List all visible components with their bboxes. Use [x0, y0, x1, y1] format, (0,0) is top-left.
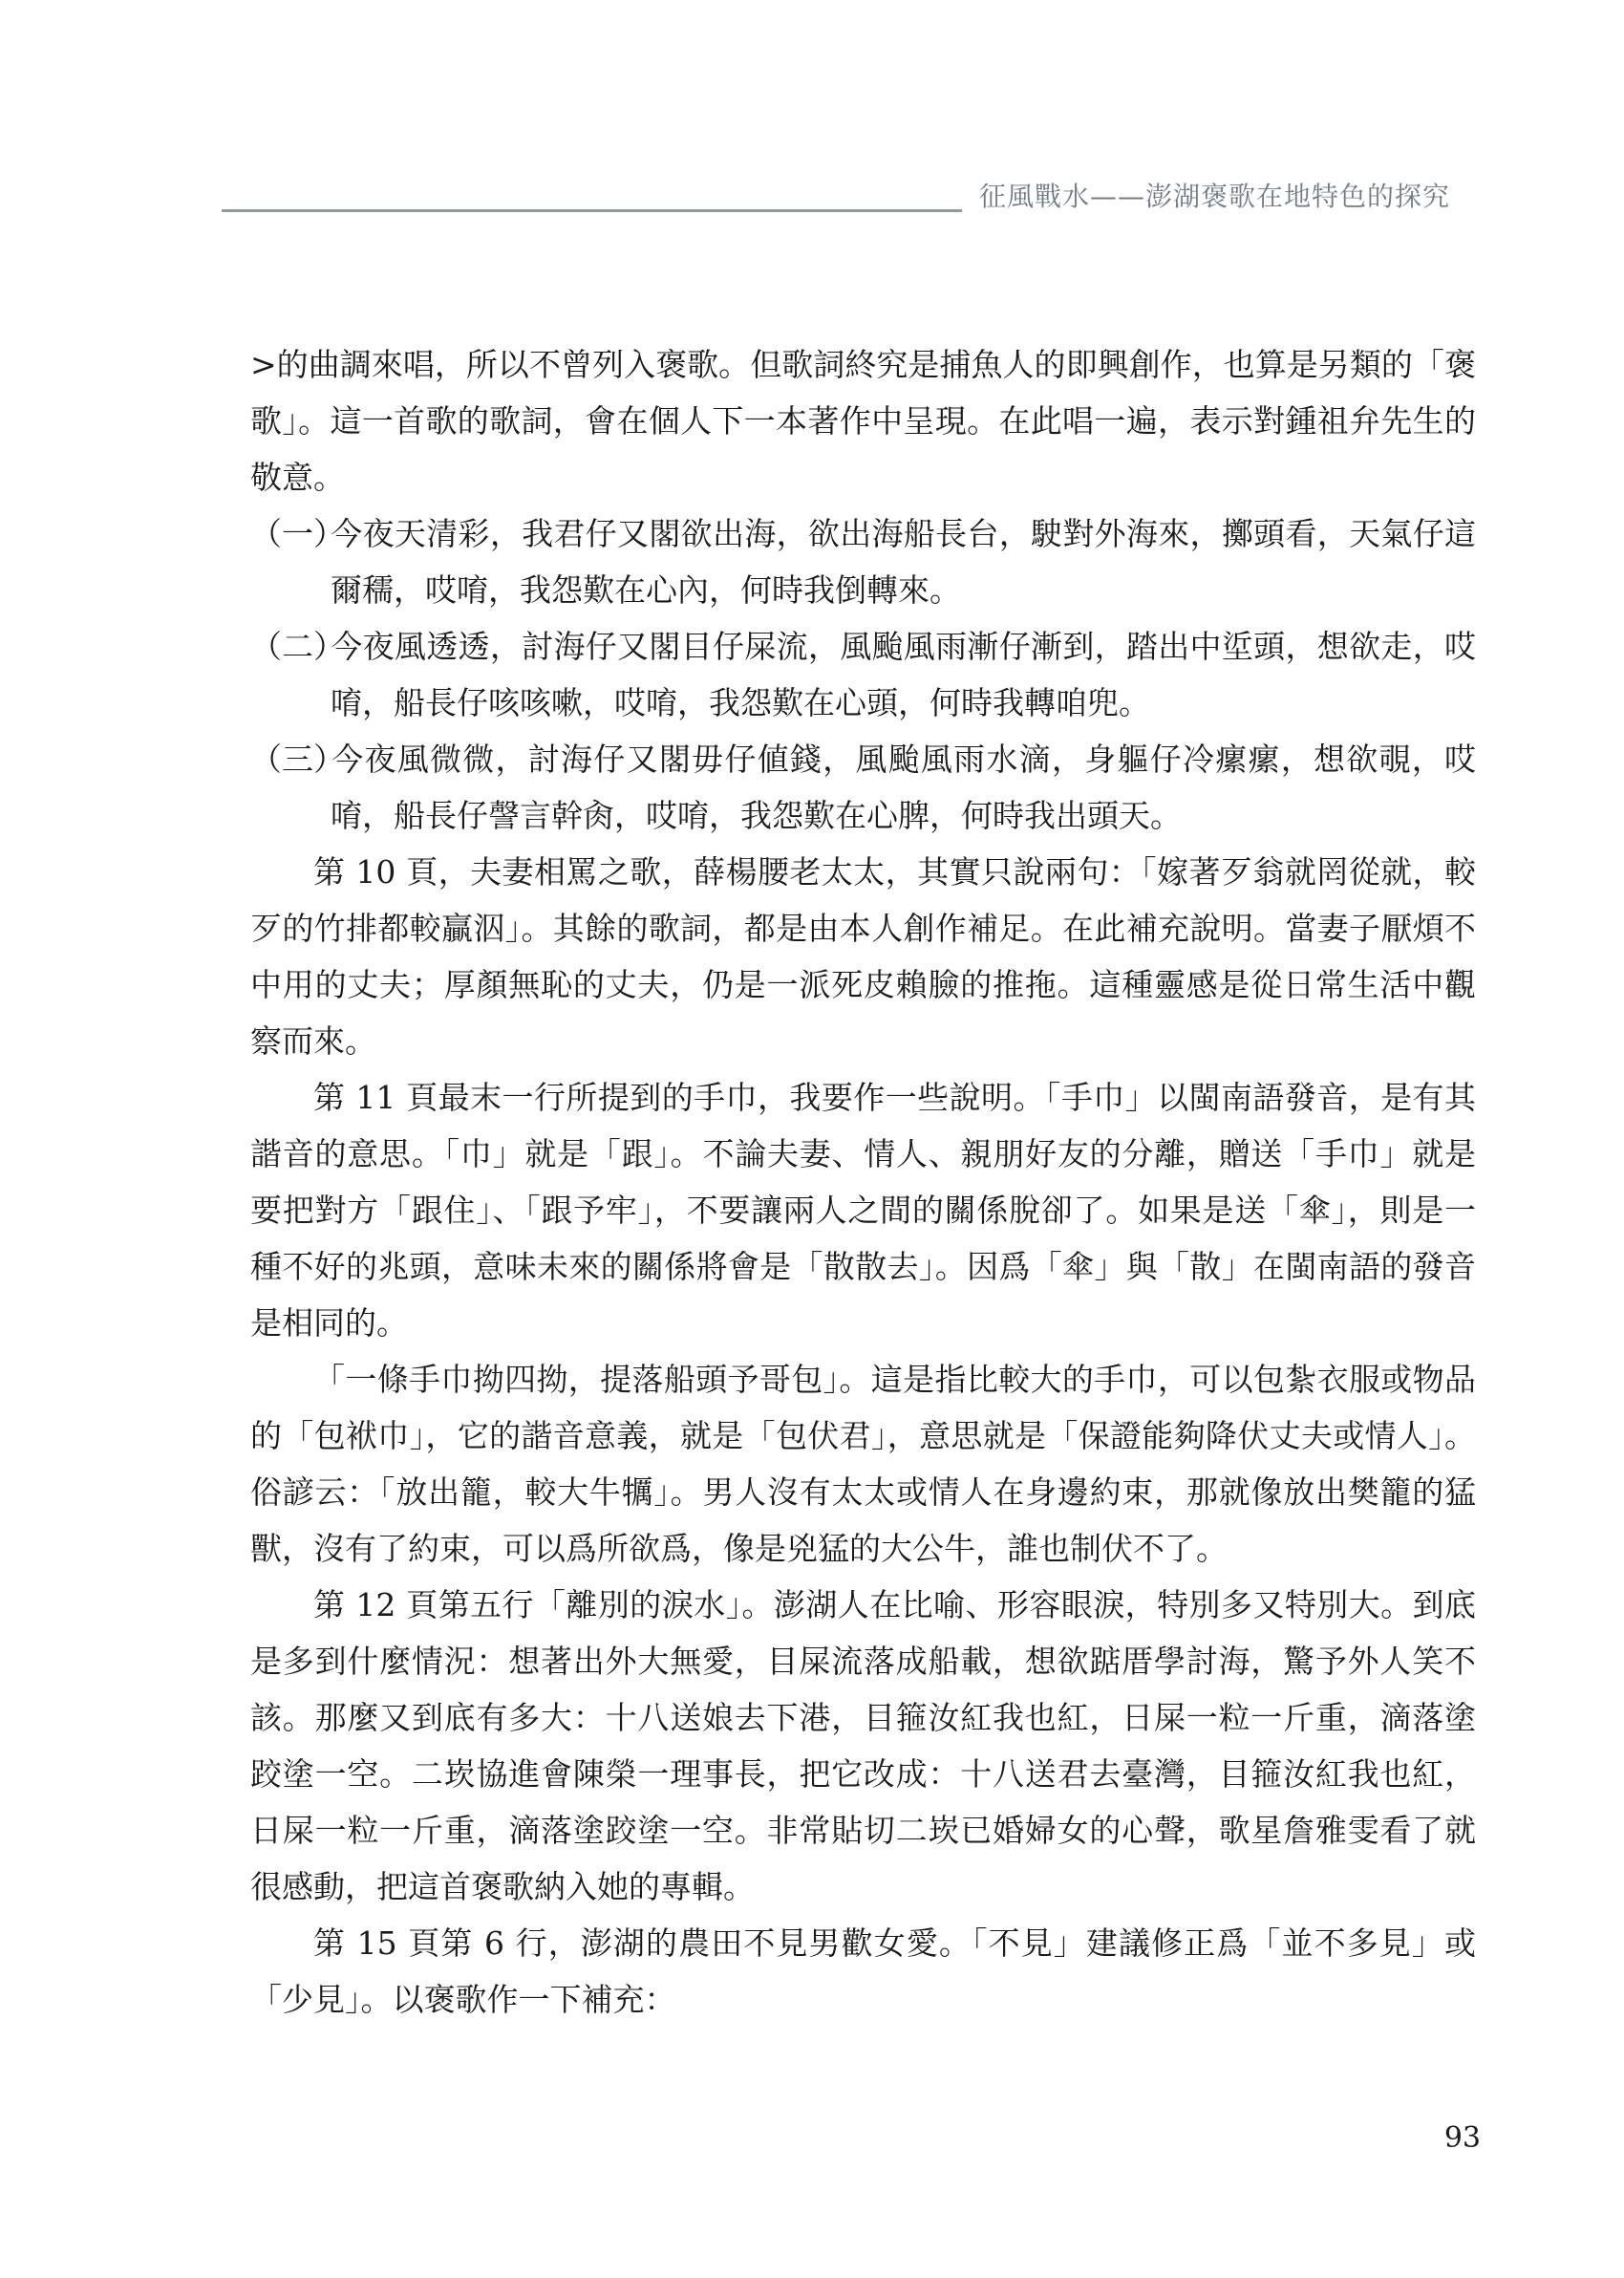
verse-text: 今夜風微微，討海仔又閣毋仔値錢，風颱風雨水滴，身軀仔冷瘰瘰，想欲覗，哎唷，船長仔謦言幹肏，哎唷，我怨歎在心脾，何時我出頭天。: [331, 741, 1476, 834]
running-title: 征風戰水——澎湖褒歌在地特色的探究: [979, 181, 1451, 212]
verse-label: （一）: [250, 515, 345, 552]
paragraph-page-15: 第 15 頁第 6 行，澎湖的農田不見男歡女愛。「不見」建議修正爲「並不多見」或「少見」。以褒歌作一下補充：: [250, 1924, 1476, 2018]
paragraph-continuation: >的曲調來唱，所以不曾列入褒歌。但歌詞終究是捕魚人的即興創作，也算是另類的「褒歌」。這一首歌的歌詞，會在個人下一本著作中呈現。在此唱一遍，表示對鍾祖弁先生的敬意。: [250, 346, 1476, 496]
verse-1: [250, 505, 1476, 618]
paragraph-page-12: 第 12 頁第五行「離別的淚水」。澎湖人在比喻、形容眼淚，特別多又特別大。到底是多到什麼情況：想著出外大無愛，目屎流落成船載，想欲踮厝學討海，驚予外人笑不該。那麼又到底有多大：十八送娘去下港，目箍汝紅我也紅，日屎一粒一斤重，滴落塗跤塗一空。二崁協進會陳榮一理事長，把它改成：十八送君去臺灣，目箍汝紅我也紅，日屎一粒一斤重，滴落塗跤塗一空。非常貼切二崁已婚婦女的心聲，歌星詹雅雯看了就很感動，把這首褒歌納入她的專輯。: [250, 1586, 1476, 1905]
header-rule: [222, 209, 962, 212]
verse-2: [250, 618, 1476, 731]
paragraph-handkerchief: 「一條手巾拗四拗，提落船頭予哥包」。這是指比較大的手巾，可以包紮衣服或物品的「包袱巾」，它的諧音意義，就是「包伏君」，意思就是「保證能夠降伏丈夫或情人」。俗諺云：「放出籠，較大牛犡」。男人沒有太太或情人在身邊約束，那就像放出樊籠的猛獸，沒有了約束，可以爲所欲爲，像是兇猛的大公牛，誰也制伏不了。: [250, 1361, 1476, 1567]
paragraph-page-10: 第 10 頁，夫妻相罵之歌，薛楊腰老太太，其實只說兩句：「嫁著歹翁就罔從就，較歹的竹排都較贏泅」。其餘的歌詞，都是由本人創作補足。在此補充說明。當妻子厭煩不中用的丈夫；厚顏無恥的丈夫，仍是一派死皮賴臉的推拖。這種靈感是從日常生活中觀察而來。: [250, 853, 1476, 1060]
verse-text: 今夜天清彩，我君仔又閣欲出海，欲出海船長台，駛對外海來，擲頭看，天氣仔這爾穤，哎唷，我怨歎在心內，何時我倒轉來。: [331, 515, 1476, 609]
page-number: 93: [1443, 2121, 1481, 2155]
verse-text: 今夜風透透，討海仔又閣目仔屎流，風颱風雨漸仔漸到，踏出中垽頭，想欲走，哎唷，船長仔咳咳嗽，哎唷，我怨歎在心頭，何時我轉咱兜。: [331, 628, 1476, 721]
page-body: [250, 336, 1476, 2028]
verse-label: （二）: [250, 628, 345, 665]
paragraph-page-11: 第 11 頁最末一行所提到的手巾，我要作一些說明。「手巾」以閩南語發音，是有其諧音的意思。「巾」就是「跟」。不論夫妻、情人、親朋好友的分離，贈送「手巾」就是要把對方「跟住」、「跟予牢」，不要讓兩人之間的關係脫卻了。如果是送「傘」，則是一種不好的兆頭，意味未來的關係將會是「散散去」。因爲「傘」與「散」在閩南語的發音是相同的。: [250, 1079, 1476, 1342]
verse-3: [250, 731, 1476, 844]
verse-label: （三）: [250, 741, 345, 778]
